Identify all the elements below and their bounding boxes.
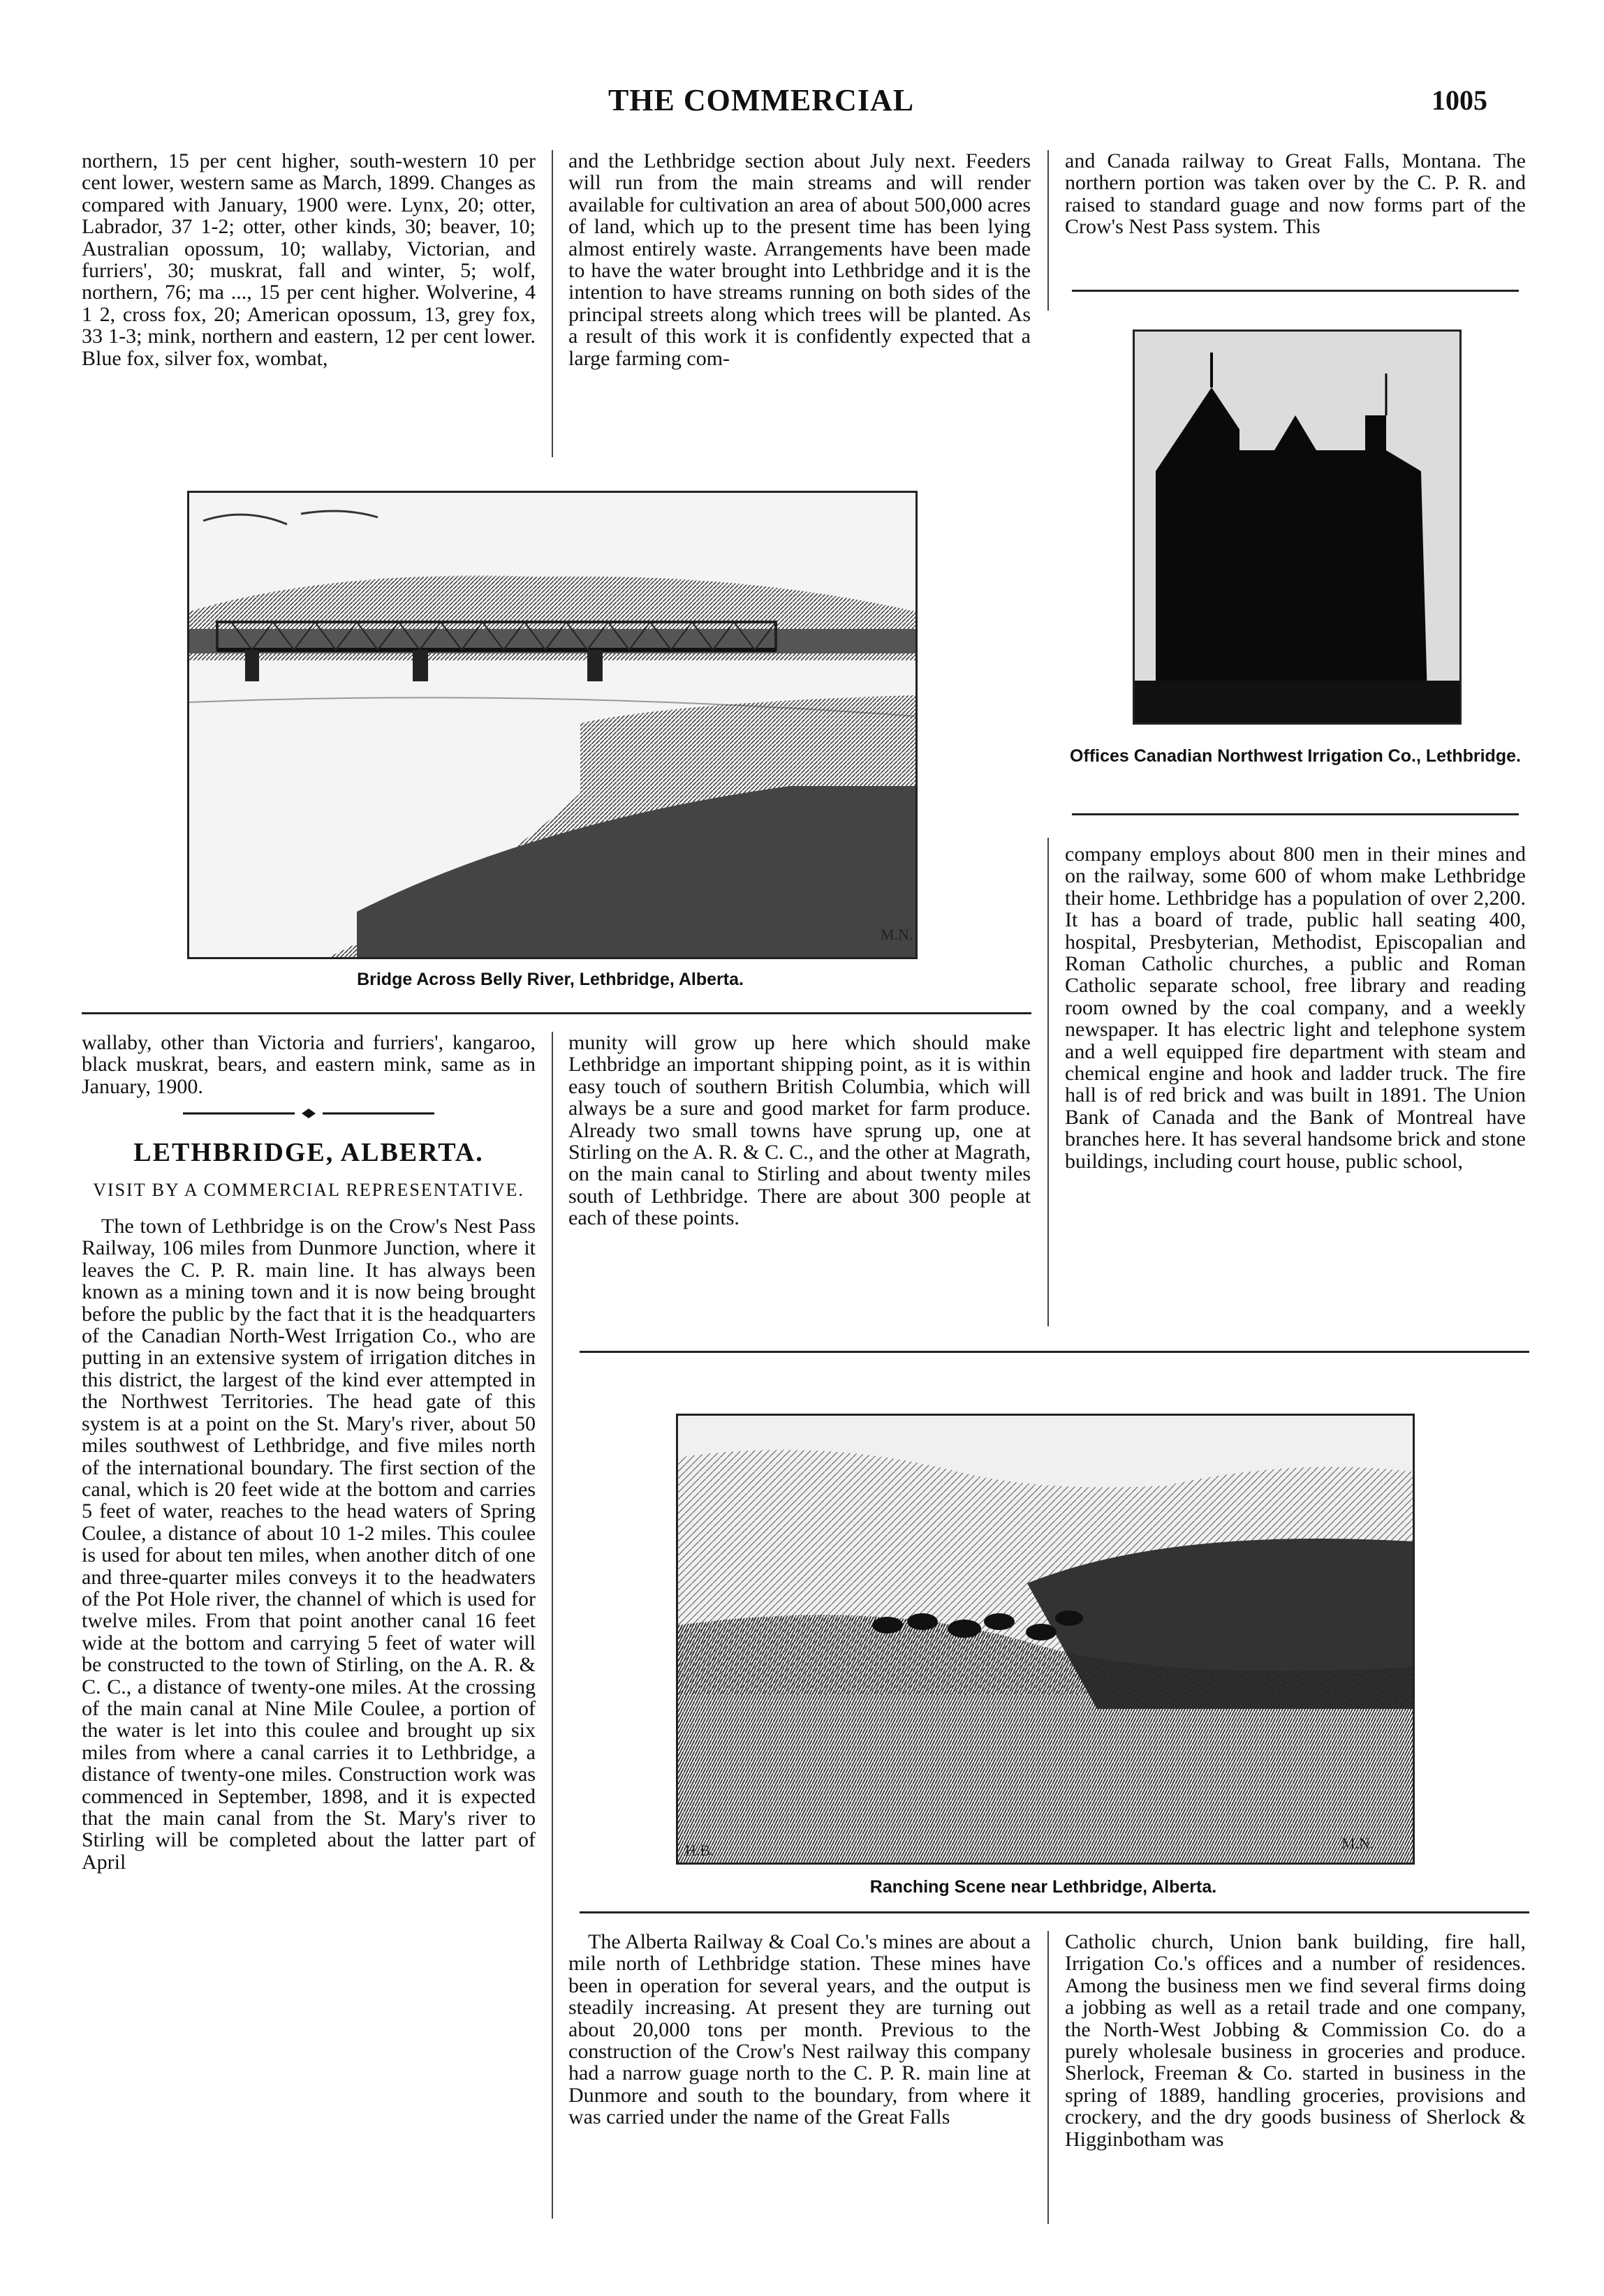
top-column-1	[82, 150, 536, 369]
bottom-column-3	[1065, 1931, 1526, 2150]
top-column-2	[568, 150, 1031, 369]
top-column-3-text: and Canada railway to Great Falls, Montana. The northern portion was taken over by the C. P. R. and raised to standard guage and now forms part of the Crow's Nest Pass system. This	[1065, 149, 1526, 239]
top-column-1-text: northern, 15 per cent higher, south-western 10 per cent lower, western same as March, 1899. Changes as compared with January, 1900 were. Lynx, 20; otter, Labrador, 37 1-2; otter, other kinds, 30; beaver, 10; Australian opossum, 10; wallaby, Victorian, and furriers', 30; muskrat, fall and winter, 5; wolf, northern, 76; ma ..., 15 per cent higher. Wolverine, 4 1 2, cross fox, 20; American opossum, 13, grey fox, 33 1-3; mink, northern and eastern, 12 per cent lower. Blue fox, silver fox, wombat,	[82, 149, 536, 370]
middle-column-3-text: company employs about 800 men in their mines and on the railway, some 600 of whom make Lethbridge their home. Lethbridge has a population of over 2,200. It has a board of trade, public hall seating 400, hospital, Presbyterian, Methodist, Episcopalian and Roman Catholic churches, a public and Roman Catholic separate school, free library and reading room owned by the coal company, and a weekly newspaper. It has electric light and telephone system and a well equipped fire department with steam and chemical engine and hook and ladder truck. The fire hall is of red brick and was built in 1891. The Union Bank of Canada and the Bank of Montreal have branches here. It has several handsome brick and stone buildings, including court house, public school,	[1065, 843, 1526, 1173]
section-rule	[1072, 813, 1519, 815]
middle-column-2-text: munity will grow up here which should make Lethbridge an important shipping point, as it is within easy touch of southern British Columbia, which will always be a sure and good market for farm produce. Already two small towns have sprung up, one at Stirling on the A. R. & C. C., and the other at Magrath, on the main canal to Stirling and about twenty miles south of Lethbridge. There are about 300 people at each of these points.	[568, 1031, 1031, 1230]
ranching-drawing	[678, 1416, 1413, 1862]
bridge-illustration	[187, 491, 918, 959]
ranching-caption: Ranching Scene near Lethbridge, Alberta.	[869, 1877, 1217, 1897]
middle-column-2	[568, 1032, 1031, 1229]
svg-text:H.B.: H.B.	[685, 1842, 714, 1859]
bottom-column-2	[568, 1931, 1031, 2128]
column-divider	[1047, 838, 1049, 1326]
section-rule	[82, 1012, 1031, 1014]
section-rule	[580, 1351, 1529, 1353]
offices-drawing	[1135, 332, 1459, 723]
offices-caption: Offices Canadian Northwest Irrigation Co., Lethbridge.	[1070, 746, 1521, 766]
fur-report-continued: wallaby, other than Victoria and furriers', kangaroo, black muskrat, bears, and eastern mink, same as in January, 1900.	[82, 1031, 536, 1098]
bottom-column-2-text: The Alberta Railway & Coal Co.'s mines are about a mile north of Lethbridge station. These mines have been in operation for several years, and the output is steadily increasing. At present they are turning out about 20,000 tons per month. Previous to the construction of the Crow's Nest railway this company had a narrow guage north to the C. P. R. main line at Dunmore and south to the boundary, from where it was carried under the name of the Great Falls	[568, 1930, 1031, 2129]
section-rule	[580, 1911, 1529, 1913]
bridge-drawing	[189, 493, 915, 957]
svg-text:M.N.: M.N.	[881, 926, 913, 943]
section-rule	[1072, 290, 1519, 292]
ornament-icon	[183, 1106, 434, 1120]
top-column-2-text: and the Lethbridge section about July next. Feeders will run from the main streams and will render available for cultivation an area of about 500,000 acres of land, which up to the present time has been lying almost entirely waste. Arrangements have been made to have the water brought into Lethbridge and it is the intention to have streams running on both sides of the principal streets along which trees will be planted. As a result of this work it is confidently expected that a large farming com-	[568, 149, 1031, 370]
middle-column-3	[1065, 843, 1526, 1172]
article-headline: LETHBRIDGE, ALBERTA.	[133, 1137, 484, 1167]
page-header-title: THE COMMERCIAL	[608, 83, 915, 117]
bridge-caption: Bridge Across Belly River, Lethbridge, Alberta.	[357, 970, 744, 989]
ranching-illustration	[676, 1414, 1415, 1865]
column-divider	[1047, 150, 1049, 311]
column-divider	[1047, 1931, 1049, 2224]
article-subhead: VISIT BY A COMMERCIAL REPRESENTATIVE.	[93, 1180, 524, 1201]
bottom-column-3-text: Catholic church, Union bank building, fire hall, Irrigation Co.'s offices and a number of residences. Among the business men we find several firms doing a jobbing as well as a retail trade and one company, the North-West Jobbing & Commission Co. do a purely wholesale business in groceries and produce. Sherlock, Freeman & Co. started in business in the spring of 1889, handling groceries, provisions and crockery, and the dry goods business of Sherlock & Higginbotham was	[1065, 1930, 1526, 2151]
svg-text:M.N.: M.N.	[1341, 1835, 1374, 1852]
article-body: The town of Lethbridge is on the Crow's Nest Pass Railway, 106 miles from Dunmore Junction, where it leaves the C. P. R. main line. It has always been known as a mining town and it is now being brought before the public by the fact that it is the headquarters of the Canadian North-West Irrigation Co., who are putting in an extensive system of irrigation ditches in this district, the largest of the kind ever attempted in the Northwest Territories. The head gate of this system is at a point on the St. Mary's river, about 50 miles southwest of Lethbridge, and five miles north of the international boundary. The first section of the canal, which is 20 feet wide at the bottom and carries 5 feet of water, reaches to the head waters of Spring Coulee, a distance of about 10 1-2 miles. This coulee is used for about ten miles, when another ditch of one and three-quarter miles conveys it to the headwaters of the Pot Hole river, the channel of which is used for twelve miles. From that point another canal 16 feet wide at the bottom and carrying 5 feet of water will be constructed to the town of Stirling, on the A. R. & C. C., a distance of twenty-one miles. At the crossing of the main canal at Nine Mile Coulee, a portion of the water is let into this coulee and brought up six miles from where a canal carries it to Lethbridge, a distance of twenty-one miles. Construction work was commenced in September, 1898, and it is expected that the main canal from the St. Mary's river to Stirling will be completed about the latter part of April	[82, 1215, 536, 1874]
page-number: 1005	[1432, 84, 1487, 116]
offices-illustration	[1133, 329, 1462, 725]
column-divider	[552, 1032, 553, 2219]
top-column-3	[1065, 150, 1526, 238]
article-column	[82, 1032, 536, 1873]
column-divider	[552, 150, 553, 457]
ornament-divider	[82, 1103, 536, 1125]
